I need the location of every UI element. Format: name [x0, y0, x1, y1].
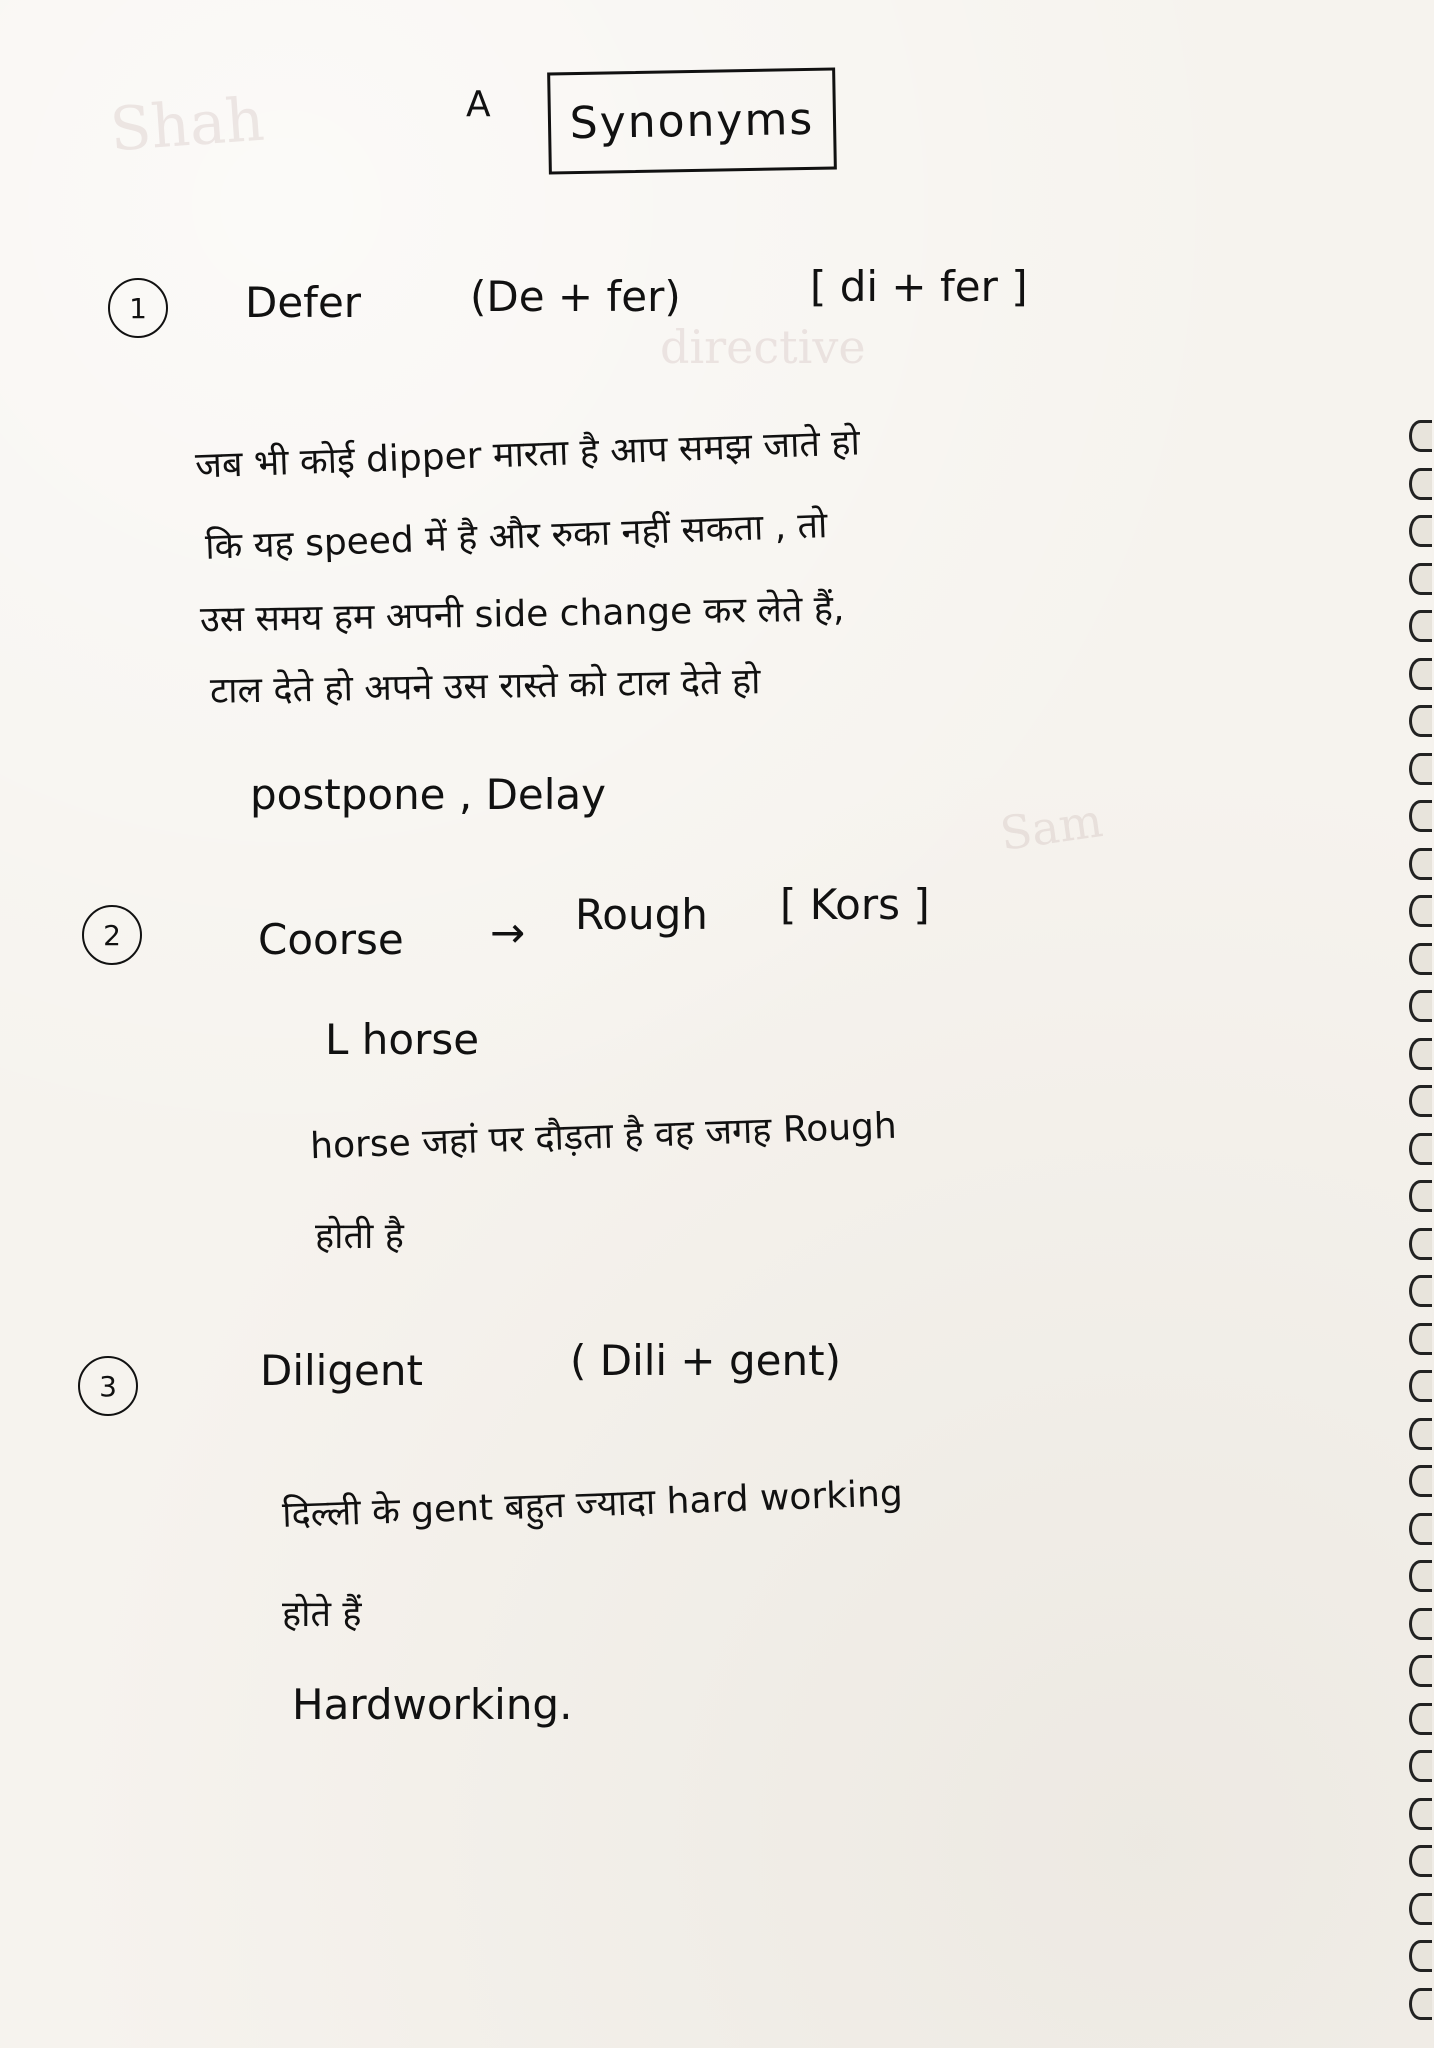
binding-hole [1409, 1608, 1432, 1640]
binding-hole [1409, 1988, 1432, 2020]
entry-1-pronunciation: [ di + fer ] [810, 262, 1028, 311]
entry-3-split: ( Dili + gent) [570, 1336, 841, 1385]
binding-hole [1409, 658, 1432, 690]
binding-hole [1409, 1228, 1432, 1260]
binding-hole [1409, 1703, 1432, 1735]
binding-hole [1409, 705, 1432, 737]
binding-hole [1409, 848, 1432, 880]
entry-number-2: 2 [82, 905, 142, 965]
entry-2-word: Coorse [258, 915, 404, 964]
binding-hole [1409, 1038, 1432, 1070]
binding-hole [1409, 1465, 1432, 1497]
entry-1-word: Defer [245, 278, 362, 327]
ghost-text: Shah [107, 84, 267, 166]
binding-hole [1409, 895, 1432, 927]
entry-1-split: (De + fer) [470, 272, 681, 321]
entry-1-meaning: postpone , Delay [250, 770, 607, 819]
binding-hole [1409, 1750, 1432, 1782]
binding-hole [1409, 1085, 1432, 1117]
binding-hole [1409, 1180, 1432, 1212]
entry-2-pronunciation: [ Kors ] [780, 880, 930, 929]
binding-hole [1409, 1323, 1432, 1355]
entry-3-meaning: Hardworking. [292, 1680, 573, 1729]
entry-number-1: 1 [108, 278, 168, 338]
entry-3-word: Diligent [260, 1346, 423, 1395]
entry-3-line-1: दिल्ली के gent बहुत ज्यादा hard working [281, 1473, 904, 1536]
title-mark: A [466, 84, 491, 125]
binding-hole [1409, 1845, 1432, 1877]
entry-1-line-3: उस समय हम अपनी side change कर लेते हैं, [199, 588, 845, 641]
binding-hole [1409, 610, 1432, 642]
entry-2-sub-note: L horse [325, 1015, 480, 1064]
entry-2-arrow: → [490, 908, 526, 957]
ghost-text: directive [660, 320, 866, 374]
binding-hole [1409, 1275, 1432, 1307]
binding-hole [1409, 1418, 1432, 1450]
entry-1-line-4: टाल देते हो अपने उस रास्ते को टाल देते हो [209, 661, 761, 712]
spiral-binding [1404, 380, 1434, 2040]
binding-hole [1409, 563, 1432, 595]
binding-hole [1409, 1133, 1432, 1165]
binding-hole [1409, 943, 1432, 975]
entry-1-line-1: जब भी कोई dipper मारता है आप समझ जाते हो [194, 422, 861, 487]
entry-2-line-2: होती है [315, 1216, 404, 1257]
binding-hole [1409, 468, 1432, 500]
binding-hole [1409, 753, 1432, 785]
entry-2-synonym: Rough [575, 890, 708, 939]
title-box [547, 67, 837, 174]
ghost-text: Sam [996, 793, 1106, 861]
entry-2-line-1: horse जहां पर दौड़ता है वह जगह Rough [309, 1105, 898, 1168]
binding-hole [1409, 1655, 1432, 1687]
entry-3-line-2: होते हैं [282, 1594, 362, 1635]
entry-1-line-2: कि यह speed में है और रुका नहीं सकता , तो [204, 505, 828, 568]
binding-hole [1409, 515, 1432, 547]
binding-hole [1409, 990, 1432, 1022]
binding-hole [1409, 420, 1432, 452]
binding-hole [1409, 1798, 1432, 1830]
binding-hole [1409, 1513, 1432, 1545]
binding-hole [1409, 800, 1432, 832]
binding-hole [1409, 1370, 1432, 1402]
binding-hole [1409, 1560, 1432, 1592]
binding-hole [1409, 1940, 1432, 1972]
binding-hole [1409, 1893, 1432, 1925]
page-title: Synonyms [569, 93, 815, 149]
entry-number-3: 3 [78, 1356, 138, 1416]
